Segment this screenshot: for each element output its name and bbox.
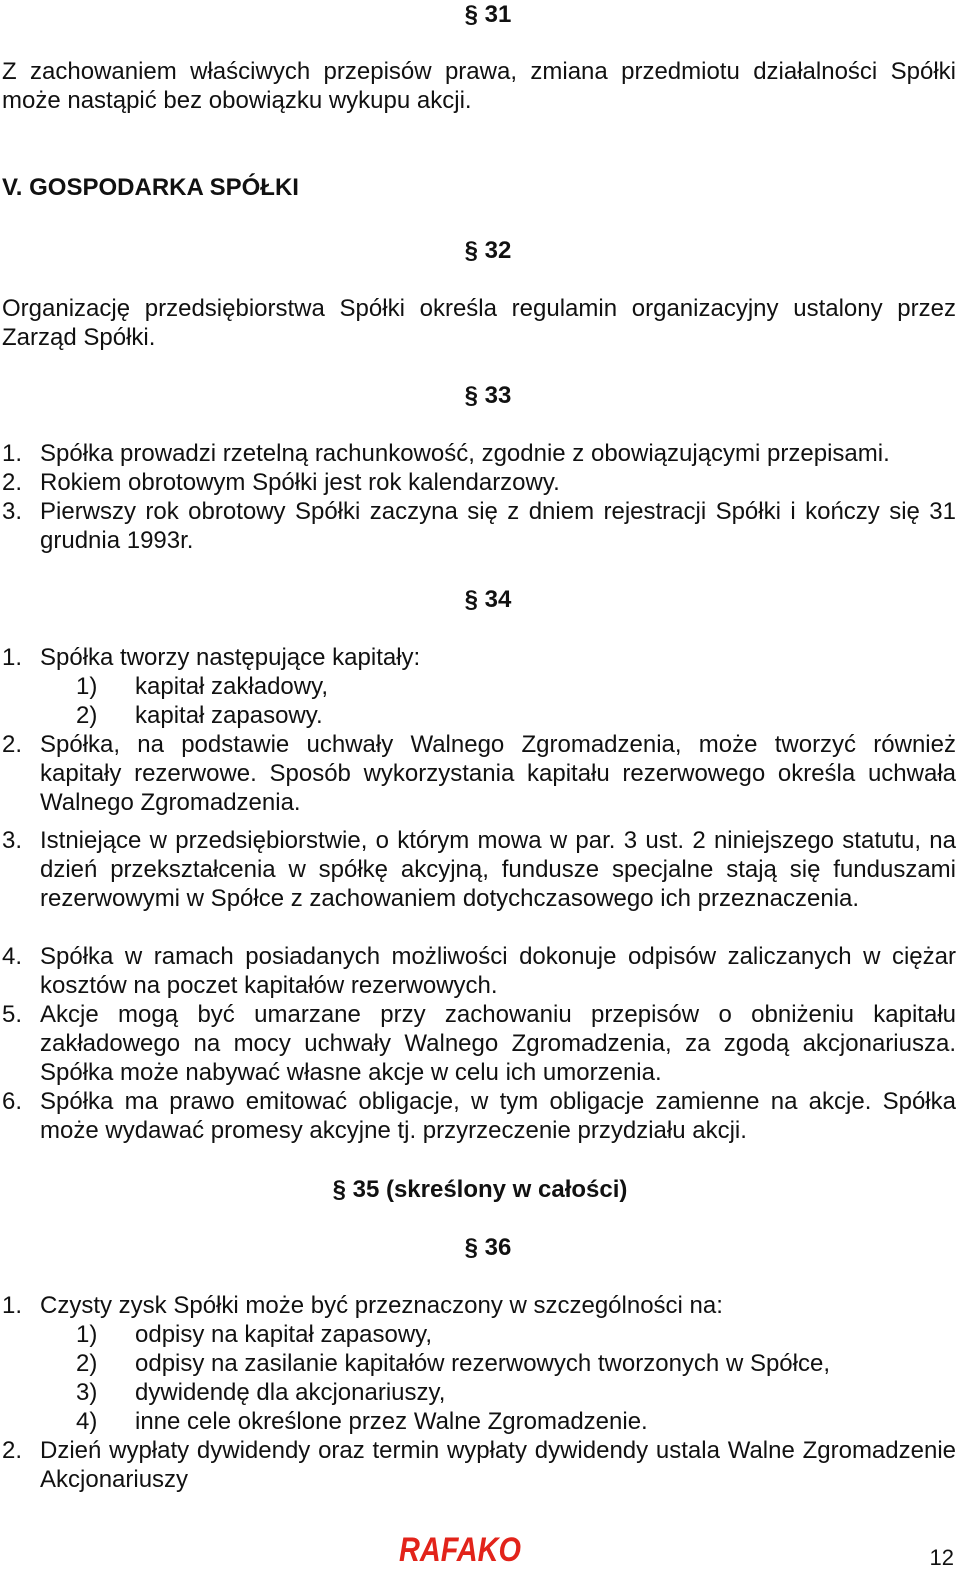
item-text: Spółka tworzy następujące kapitały: [40,644,421,671]
item-number: 1. [2,644,23,671]
section-36-item [2,1291,956,1320]
section-34-item [2,730,956,817]
item-number: 2. [2,731,23,758]
section-36-item [2,1436,956,1494]
section-33-heading: § 33 [464,382,512,409]
section-34-item [2,1000,956,1087]
subitem-number: 1) [76,1321,98,1348]
subitem-text: kapitał zakładowy, [135,673,328,700]
section-34-item [2,643,956,672]
item-number: 2. [2,1437,23,1464]
subitem-text: odpisy na zasilanie kapitałów rezerwowych tworzonych w Spółce, [135,1350,830,1377]
chapter-title: V. GOSPODARKA SPÓŁKI [2,174,299,201]
item-number: 1. [2,440,23,467]
item-text: Rokiem obrotowym Spółki jest rok kalendarzowy. [40,469,560,496]
item-number: 3. [2,827,23,854]
item-number: 5. [2,1001,23,1028]
section-34-item [2,942,956,1000]
item-number: 4. [2,943,23,970]
item-text: Spółka, na podstawie uchwały Walnego Zgromadzenia, może tworzyć również kapitały rezerwowe. Sposób wykorzystania kapitału rezerwowego określa uchwała Walnego Zgromadzenia. [40,731,956,816]
subitem-text: inne cele określone przez Walne Zgromadzenie. [135,1408,648,1435]
subitem-number: 1) [76,673,98,700]
section-36-subitem [76,1349,956,1378]
item-text: Czysty zysk Spółki może być przeznaczony w szczególności na: [40,1292,723,1319]
item-number: 2. [2,469,23,496]
section-33-item [2,497,956,555]
section-35-heading: § 35 (skreślony w całości) [332,1176,628,1203]
item-text: Spółka prowadzi rzetelną rachunkowość, zgodnie z obowiązującymi przepisami. [40,440,890,467]
item-text: Istniejące w przedsiębiorstwie, o którym mowa w par. 3 ust. 2 niniejszego statutu, na dzień przekształcenia w spółkę akcyjną, fundusze specjalne stają się funduszami rezerwowymi w Spółce z zachowaniem dotychczasowego ich przeznaczenia. [40,827,956,912]
section-33-item [2,468,956,497]
rafako-logo-icon [398,1531,522,1569]
item-number: 6. [2,1088,23,1115]
section-36-heading: § 36 [464,1234,512,1261]
subitem-text: dywidendę dla akcjonariuszy, [135,1379,446,1406]
section-34-subitem [76,672,956,701]
subitem-text: kapitał zapasowy. [135,702,323,729]
subitem-number: 3) [76,1379,98,1406]
section-32-text: Organizację przedsiębiorstwa Spółki określa regulamin organizacyjny ustalony przez Zarząd Spółki. [2,295,956,351]
section-31-heading: § 31 [464,1,512,28]
subitem-number: 2) [76,1350,98,1377]
section-34-subitem [76,701,956,730]
item-text: Pierwszy rok obrotowy Spółki zaczyna się z dniem rejestracji Spółki i kończy się 31 grudnia 1993r. [40,498,956,554]
section-33-item [2,439,956,468]
section-34-item [2,826,956,913]
item-number: 3. [2,498,23,525]
item-text: Spółka w ramach posiadanych możliwości dokonuje odpisów zaliczanych w ciężar kosztów na poczet kapitałów rezerwowych. [40,943,956,999]
item-text: Akcje mogą być umarzane przy zachowaniu przepisów o obniżeniu kapitału zakładowego na mocy uchwały Walnego Zgromadzenia, za zgodą akcjonariusza. Spółka może nabywać własne akcje w celu ich umorzenia. [40,1001,956,1086]
section-36-subitem [76,1407,956,1436]
subitem-number: 4) [76,1408,98,1435]
subitem-text: odpisy na kapitał zapasowy, [135,1321,433,1348]
section-36-subitem [76,1378,956,1407]
section-34-heading: § 34 [464,586,512,613]
section-36-subitem [76,1320,956,1349]
subitem-number: 2) [76,702,98,729]
item-number: 1. [2,1292,23,1319]
section-34-item [2,1087,956,1145]
item-text: Spółka ma prawo emitować obligacje, w tym obligacje zamienne na akcje. Spółka może wydawać promesy akcyjne tj. przyrzeczenie przydziału akcji. [40,1088,956,1144]
page-number: 12 [929,1545,954,1570]
item-text: Dzień wypłaty dywidendy oraz termin wypłaty dywidendy ustala Walne Zgromadzenie Akcjonariuszy [40,1437,956,1493]
section-31-text: Z zachowaniem właściwych przepisów prawa, zmiana przedmiotu działalności Spółki może nastąpić bez obowiązku wykupu akcji. [2,58,956,114]
logo-wordmark: RAFAKO [399,1531,521,1569]
section-32-heading: § 32 [464,237,512,264]
